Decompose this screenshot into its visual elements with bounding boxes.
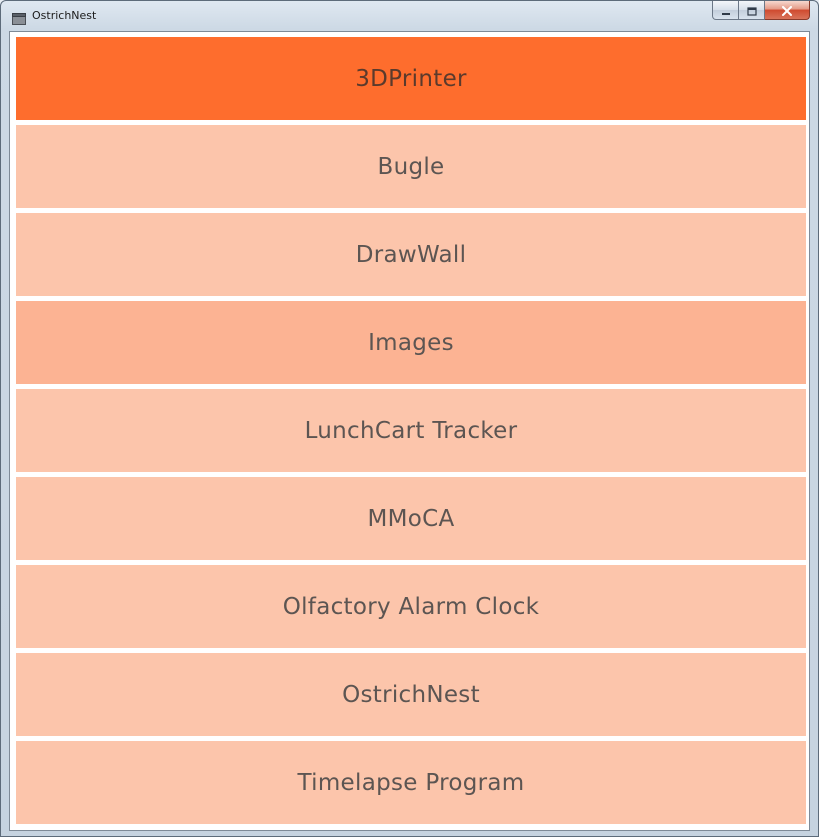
title-bar[interactable] <box>1 1 818 31</box>
project-item-timelapse-program[interactable] <box>16 741 806 824</box>
project-list <box>16 37 806 829</box>
project-item-drawwall[interactable] <box>16 213 806 296</box>
maximize-button[interactable] <box>739 1 765 20</box>
project-item-olfactory-alarm-clock[interactable] <box>16 565 806 648</box>
project-item-3dprinter[interactable] <box>16 37 806 120</box>
minimize-button[interactable] <box>712 1 739 20</box>
maximize-icon <box>747 1 757 20</box>
project-item-label: 3DPrinter <box>355 65 467 92</box>
client-area <box>9 31 810 831</box>
close-button[interactable] <box>765 1 810 20</box>
project-item-bugle[interactable] <box>16 125 806 208</box>
project-item-label: MMoCA <box>367 505 455 532</box>
project-item-label: Bugle <box>377 153 445 180</box>
project-item-mmoca[interactable] <box>16 477 806 560</box>
window-title: OstrichNest <box>32 9 97 22</box>
project-item-label: DrawWall <box>355 241 467 268</box>
project-item-lunchcart-tracker[interactable] <box>16 389 806 472</box>
minimize-icon <box>721 1 731 20</box>
project-item-images[interactable] <box>16 301 806 384</box>
project-item-label: Timelapse Program <box>297 769 525 796</box>
project-item-ostrichnest[interactable] <box>16 653 806 736</box>
caption-buttons <box>712 1 810 21</box>
project-item-label: Images <box>368 329 454 356</box>
project-item-label: OstrichNest <box>342 681 480 708</box>
project-item-label: Olfactory Alarm Clock <box>282 593 540 620</box>
project-item-label: LunchCart Tracker <box>304 417 518 444</box>
window-app-icon <box>12 10 26 22</box>
close-icon <box>781 1 793 20</box>
